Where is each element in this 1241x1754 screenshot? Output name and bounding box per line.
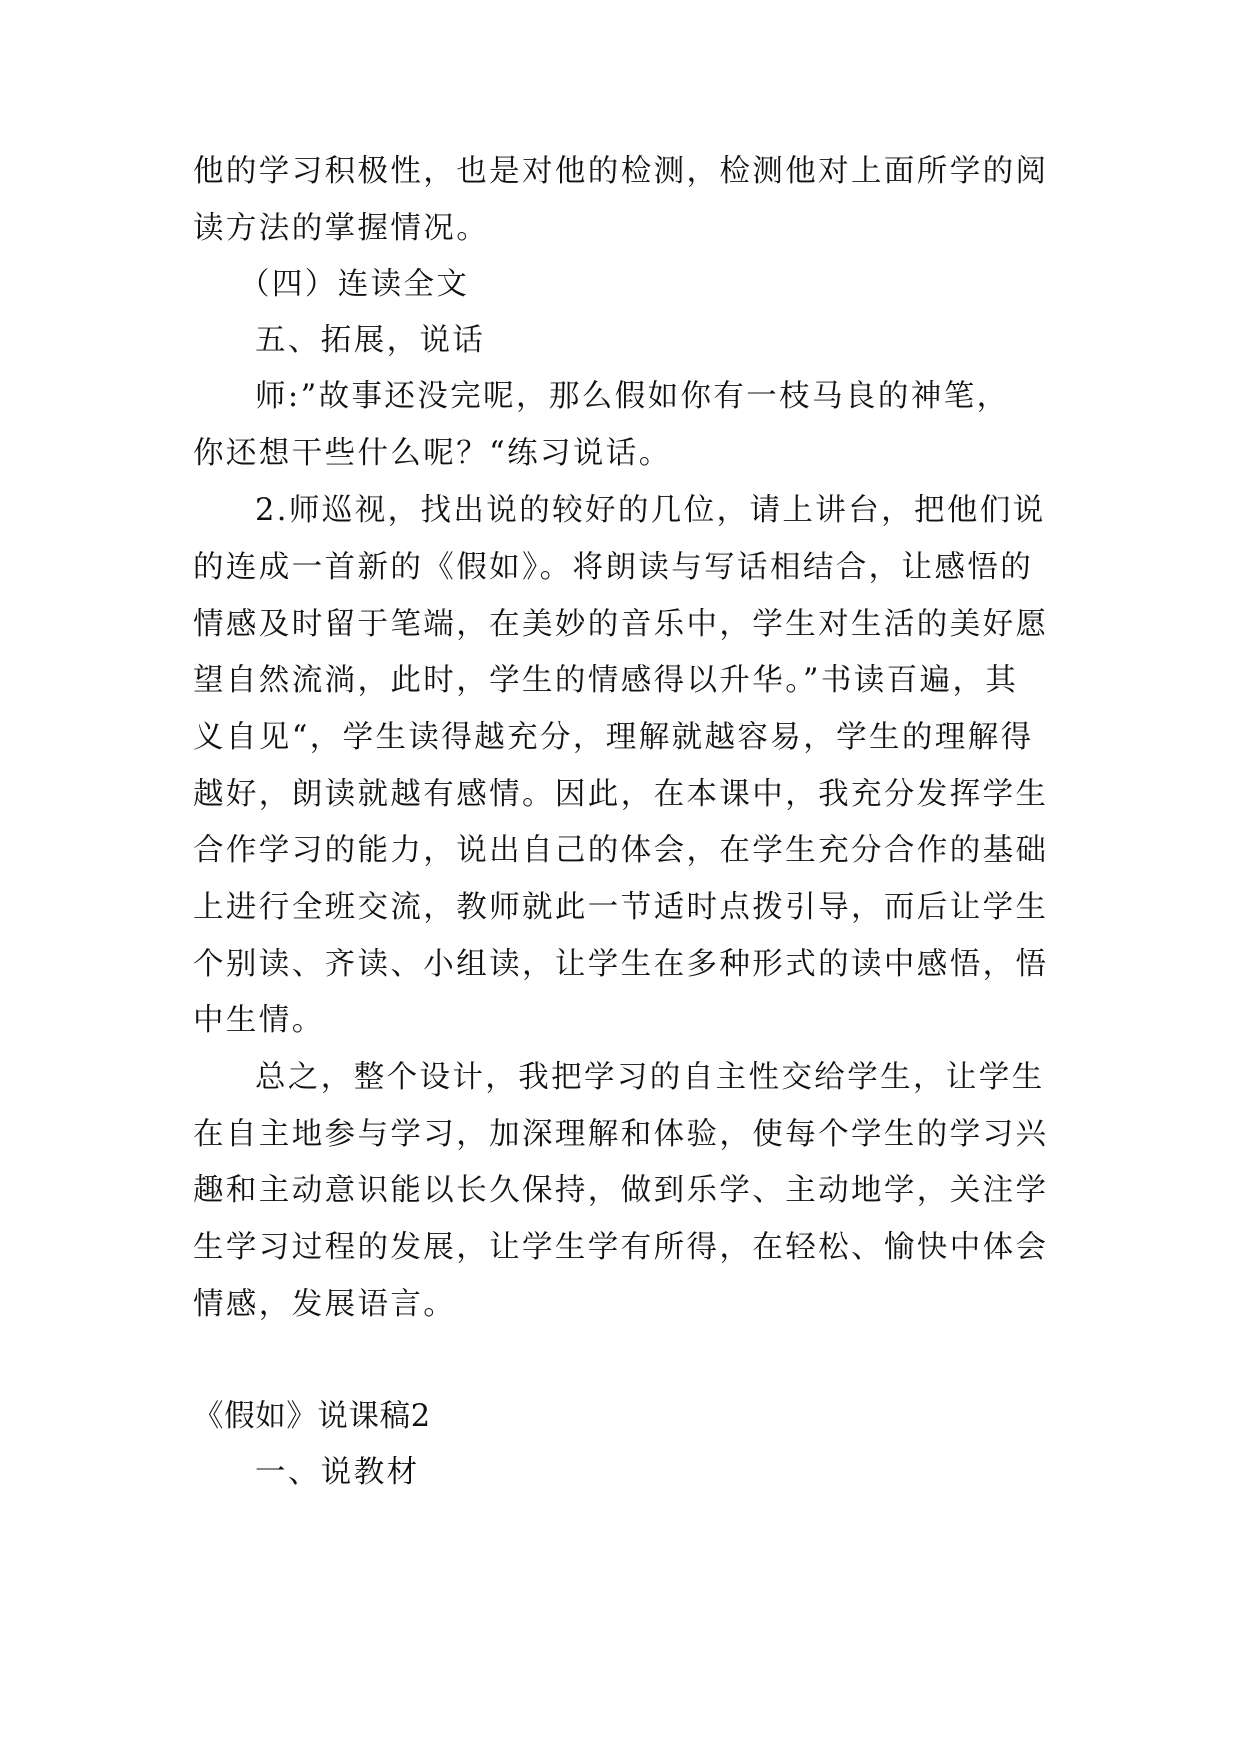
paragraph-line: 你还想干些什么呢？“练习说话。 xyxy=(193,436,672,471)
section-heading: 五、拓展，说话 xyxy=(255,323,486,358)
paragraph-line: 情感及时留于笔端，在美妙的音乐中，学生对生活的美好愿 xyxy=(193,607,1049,642)
paragraph-line: 在自主地参与学习，加深理解和体验，使每个学生的学习兴 xyxy=(193,1117,1049,1152)
paragraph-line: 的连成一首新的《假如》。将朗读与写话相结合，让感悟的 xyxy=(193,550,1034,585)
paragraph-line: 上进行全班交流，教师就此一节适时点拨引导，而后让学生 xyxy=(193,890,1049,925)
paragraph-line: 生学习过程的发展，让学生学有所得，在轻松、愉快中体会 xyxy=(193,1230,1049,1265)
paragraph-line: 个别读、齐读、小组读，让学生在多种形式的读中感悟，悟 xyxy=(193,947,1049,982)
paragraph-line: 情感，发展语言。 xyxy=(193,1287,457,1322)
paragraph-line: 他的学习积极性，也是对他的检测，检测他对上面所学的阅 xyxy=(193,154,1049,189)
paragraph-line: 趣和主动意识能以长久保持，做到乐学、主动地学，关注学 xyxy=(193,1173,1049,1208)
paragraph-line: 望自然流淌，此时，学生的情感得以升华。”书读百遍，其 xyxy=(193,663,1019,698)
document-title: 《假如》说课稿2 xyxy=(193,1399,431,1434)
paragraph-line: 2.师巡视，找出说的较好的几位，请上讲台，把他们说 xyxy=(255,493,1046,528)
section-heading: 一、说教材 xyxy=(255,1455,420,1490)
paragraph-line: 义自见“，学生读得越充分，理解就越容易，学生的理解得 xyxy=(193,720,1034,755)
paragraph-line: 师:”故事还没完呢，那么假如你有一枝马良的神笔， xyxy=(255,379,1010,414)
paragraph-line: 读方法的掌握情况。 xyxy=(193,211,490,246)
paragraph-line: 合作学习的能力，说出自己的体会，在学生充分合作的基础 xyxy=(193,833,1049,868)
paragraph-line: 总之，整个设计，我把学习的自主性交给学生，让学生 xyxy=(255,1060,1045,1095)
paragraph-line: 中生情。 xyxy=(193,1003,325,1038)
paragraph-line: 越好，朗读就越有感情。因此，在本课中，我充分发挥学生 xyxy=(193,777,1049,812)
section-heading: （四）连读全文 xyxy=(239,267,470,302)
